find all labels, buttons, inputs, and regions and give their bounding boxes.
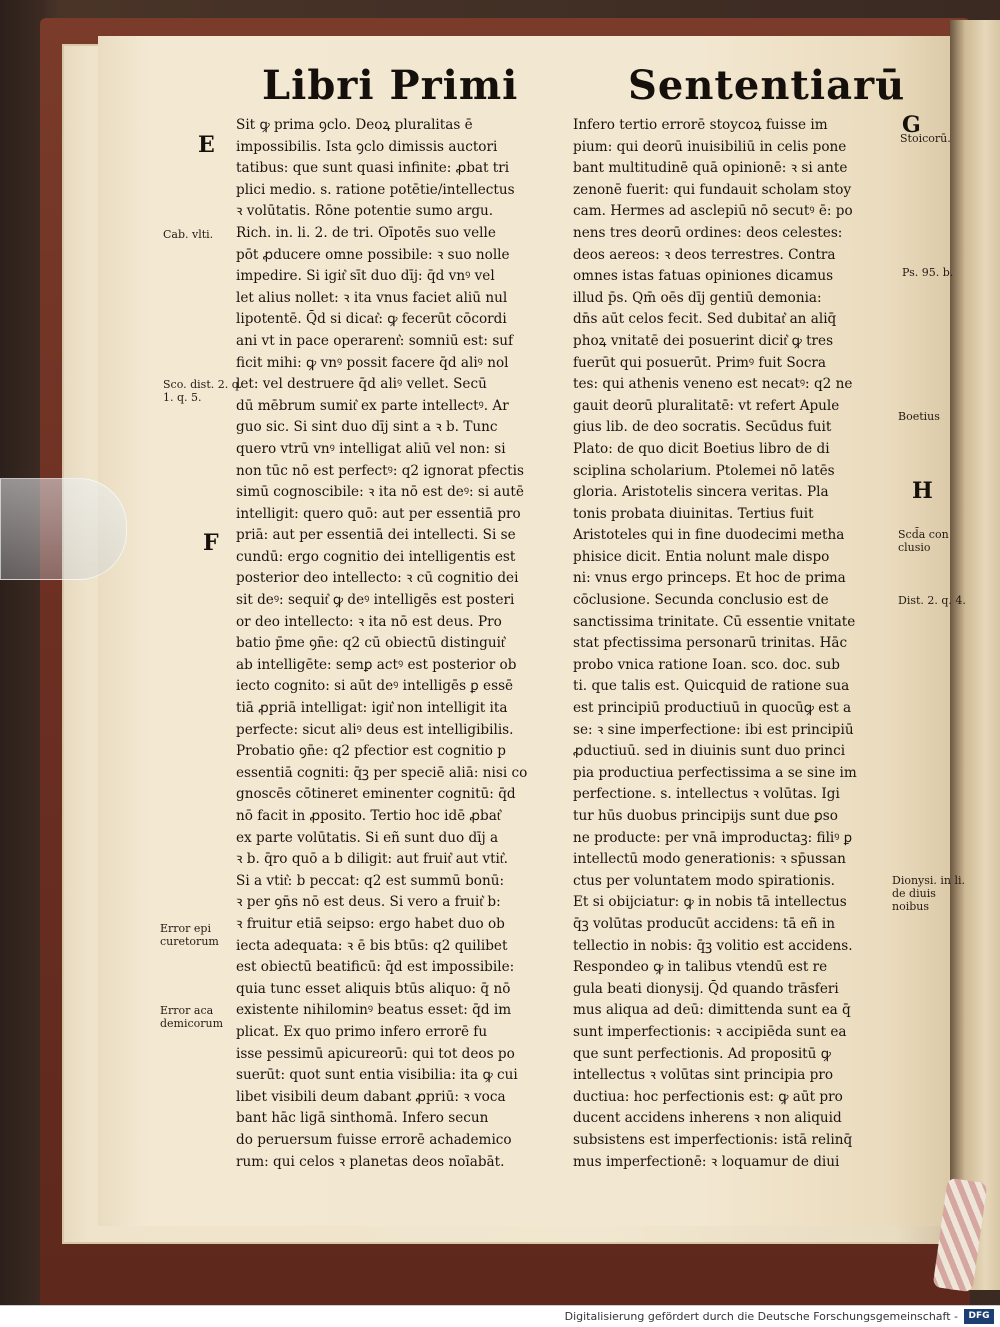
text-line: se: ꝛ sine imperfectione: ibi est principiū: [573, 721, 854, 738]
text-line: que sunt perfectionis. Ad propositū ꝙ: [573, 1045, 831, 1062]
text-line: pōt ꝓducere omne possibile: ꝛ suo nolle: [236, 246, 510, 263]
text-line: perfectione. s. intellectus ꝛ volūtas. Igi: [573, 786, 840, 803]
margin-note: Stoicorū.: [900, 132, 951, 145]
margin-note: Dionysi. in li. de diuis noibus: [892, 874, 966, 913]
text-line: sciplina scholarium. Ptolemei nō latēs: [573, 462, 835, 479]
text-line: rum: qui celos ꝛ planetas deos noīabāt.: [236, 1153, 505, 1170]
text-line: Sit ꝙ prima ꝯclo. Deoꝝ pluralitas ē: [236, 117, 473, 133]
text-line: ani vt in pace operarent͛: somniū est: suf: [236, 332, 514, 349]
margin-note: Ps. 95. b.: [902, 266, 954, 279]
text-line: sit deꝰ: sequit͛ ꝙ deꝰ intelligēs est posteri: [236, 592, 515, 609]
text-line: ꝓductiuū. sed in diuinis sunt duo princi: [573, 743, 846, 760]
text-line: ni: vnus ergo princeps. Et hoc de prima: [573, 570, 846, 587]
plastic-page-clip: [0, 478, 127, 580]
text-line: ductiua: hoc perfectionis est: ꝙ aūt pro: [573, 1088, 843, 1105]
text-line: cōclusione. Secunda conclusio est de: [573, 592, 829, 609]
text-line: batio p̄me ꝯn̄e: q2 cū obiectū distinguit͛: [236, 635, 505, 652]
text-line: do peruersum fuisse errorē achademico: [236, 1131, 512, 1148]
text-line: or deo intellecto: ꝛ ita nō est deus. Pro: [236, 613, 502, 630]
text-line: ꝛ fruitur etiā seipso: ergo habet duo ob: [236, 915, 505, 932]
text-line: let alius nollet: ꝛ ita vnus faciet aliū nul: [236, 289, 508, 306]
text-line: Et si obijciatur: ꝙ in nobis tā intellectus: [573, 894, 847, 911]
text-line: simū cognoscibile: ꝛ ita nō est deꝰ: si autē: [236, 484, 524, 501]
text-line: omnes istas fatuas opiniones dicamus: [573, 268, 834, 285]
footer-bar: [0, 1305, 1000, 1327]
section-letter: H: [912, 478, 933, 504]
text-line: tes: qui athenis veneno est necatꝰ: q2 ne: [573, 376, 853, 393]
text-line: ꝛ per ꝯn̄s nō est deus. Si vero a fruit͛ b:: [236, 894, 501, 911]
text-line: priā: aut per essentiā dei intellecti. Si se: [236, 527, 516, 544]
margin-note: Error aca demicorum: [160, 1004, 224, 1030]
margin-note: Scd̄a con clusio: [898, 528, 949, 554]
text-line: Rich. in. li. 2. de tri. Oīpotēs suo velle: [236, 224, 496, 241]
text-line: probo vnica ratione Ioan. sco. doc. sub: [573, 656, 840, 673]
text-column-right: [573, 115, 893, 1173]
footer-credit: Digitalisierung gefördert durch die Deutsche Forschungsgemeinschaft -: [564, 1310, 958, 1323]
text-line: Aristoteles qui in fine duodecimi metha: [573, 527, 845, 544]
text-line: ab intelligēte: semꝑ actꝰ est posterior ob: [236, 656, 517, 673]
text-line: posterior deo intellecto: ꝛ cū cognitio dei: [236, 570, 519, 587]
text-line: Si a vtit͛: b peccat: q2 est summū bonū:: [236, 872, 505, 889]
text-line: gauit deorū pluralitatē: vt refert Apule: [573, 397, 840, 414]
text-line: quia tunc esset aliquis btūs aliquo: q̄ nō: [236, 980, 511, 997]
text-line: ꝛ volūtatis. Rōne potentie sumo argu.: [236, 203, 494, 220]
text-line: est obiectū beatificū: q̄d est impossibile:: [236, 959, 515, 976]
text-line: Respondeo ꝙ in talibus vtendū est re: [573, 959, 828, 976]
text-line: plici medio. s. ratione potētie/intellectus: [236, 181, 515, 198]
text-line: cam. Hermes ad asclepiū nō secutꝰ ē: po: [573, 203, 853, 220]
section-letter: G: [902, 112, 921, 138]
text-line: dn̄s aūt celos fecit. Sed dubitat͛ an aliq̄: [573, 311, 837, 328]
text-line: plicat. Ex quo primo infero errorē fu: [236, 1023, 488, 1040]
margin-note: Error epi curetorum: [160, 922, 219, 948]
text-line: let: vel destruere q̄d aliꝰ vellet. Secū: [236, 376, 487, 393]
text-line: gula beati dionysij. Q̄d quando trāsferi: [573, 980, 839, 997]
text-line: quero vtrū vnꝰ intelligat aliū vel non: si: [236, 440, 506, 457]
text-line: q̄ꝫ volūtas producūt accidens: tā eñ in: [573, 915, 835, 932]
text-line: tatibus: que sunt quasi infinite: ꝓbat tri: [236, 160, 510, 177]
text-line: libet visibili deum dabant ꝓpriū: ꝛ voca: [236, 1088, 506, 1105]
text-line: existente nihilominꝰ beatus esset: q̄d im: [236, 1002, 512, 1019]
text-line: dū mēbrum sumit͛ ex parte intellectꝰ. Ar: [236, 397, 509, 414]
text-line: ne producte: per vnā improductaꝫ: filiꝰ ꝑ: [573, 829, 853, 846]
text-line: iecto cognito: si aūt deꝰ intelligēs ꝑ essē: [236, 678, 514, 695]
text-line: ctus per voluntatem modo spirationis.: [573, 872, 836, 889]
text-line: ꝛ b. q̄ro quō a b diligit: aut fruit͛ aut vtit͛.: [236, 851, 508, 868]
text-line: suerūt: quot sunt entia visibilia: ita ꝙ cui: [236, 1067, 518, 1084]
text-line: lipotentē. Q̄d si dicat͛: ꝙ fecerūt cōcordi: [236, 311, 507, 328]
text-line: perfecte: sicut aliꝰ deus est intelligibilis.: [236, 721, 514, 738]
text-line: intellectū modo generationis: ꝛ sp̄ussan: [573, 851, 846, 868]
text-line: phisice dicit. Entia nolunt male dispo: [573, 548, 830, 565]
facing-page-edge: [950, 20, 1000, 1290]
text-column-left: [236, 115, 556, 1173]
text-line: gius lib. de deo socratis. Secūdus fuit: [573, 419, 832, 436]
text-line: stat pfectissima personarū trinitas. Hāc: [573, 635, 848, 652]
text-line: tur hūs duobus principijs sunt due ꝑso: [573, 808, 838, 824]
text-line: tellectio in nobis: q̄ꝫ volitio est accidens.: [573, 937, 853, 954]
text-line: bant multitudinē quā opinionē: ꝛ si ante: [573, 160, 848, 177]
margin-note: Boetius: [898, 410, 940, 423]
text-line: intelligit: quero quō: aut per essentiā pro: [236, 505, 521, 522]
text-line: mus imperfectionē: ꝛ loquamur de diui: [573, 1153, 840, 1170]
text-line: sanctissima trinitate. Cū essentie vnitate: [573, 613, 856, 630]
text-line: nō facit in ꝓposito. Tertio hoc idē ꝓbat͛: [236, 808, 501, 824]
text-line: intellectus ꝛ volūtas sint principia pro: [573, 1067, 834, 1084]
text-line: deos aereos: ꝛ deos terrestres. Contra: [573, 246, 836, 263]
text-line: Plato: de quo dicit Boetius libro de di: [573, 440, 830, 457]
section-letter: F: [203, 530, 219, 556]
text-line: impedire. Si igit͛ sīt duo dīj: q̄d vnꝰ vel: [236, 268, 495, 285]
text-line: ducent accidens inherens ꝛ non aliquid: [573, 1110, 842, 1127]
margin-note: Sco. dist. 2. q. 1. q. 5.: [163, 378, 243, 404]
text-line: cundū: ergo cognitio dei intelligentis est: [236, 548, 516, 565]
text-line: mus aliqua ad deū: dimittenda sunt ea q̄: [573, 1002, 851, 1019]
text-line: gnoscēs cōtineret eminenter cognitū: q̄d: [236, 786, 516, 803]
section-letter: E: [198, 132, 215, 158]
text-line: ficit mihi: ꝙ vnꝰ possit facere q̄d aliꝰ nol: [236, 354, 509, 371]
text-line: tonis probata diuinitas. Tertius fuit: [573, 505, 814, 522]
text-line: isse pessimū apicureorū: qui tot deos po: [236, 1045, 515, 1062]
text-line: sunt imperfectionis: ꝛ accipiēda sunt ea: [573, 1023, 847, 1040]
text-line: Probatio ꝯn̄e: q2 pfectior est cognitio p: [236, 743, 506, 760]
text-line: subsistens est imperfectionis: istā relinq̄: [573, 1131, 853, 1148]
running-head-right: Sententiarū: [628, 62, 906, 109]
running-head-left: Libri Primi: [262, 62, 519, 109]
text-line: pium: qui deorū inuisibiliū in celis pone: [573, 138, 847, 155]
margin-note: Dist. 2. q. 4.: [898, 594, 966, 607]
text-line: essentiā cogniti: q̄ꝫ per speciē aliā: nisi co: [236, 764, 528, 781]
text-line: gloria. Aristotelis sincera veritas. Pla: [573, 484, 829, 501]
margin-note: Cab. vlti.: [163, 228, 214, 241]
dfg-logo: DFG: [964, 1309, 994, 1324]
text-line: fuerūt qui posuerūt. Primꝰ fuit Socra: [573, 354, 827, 371]
text-line: pia productiua perfectissima a se sine im: [573, 764, 857, 781]
text-line: illud p̄s. Qm̄ oēs dīj gentiū demonia:: [573, 289, 822, 306]
text-line: phoꝝ vnitatē dei posuerint dicit͛ ꝙ tres: [573, 332, 834, 349]
text-line: tiā ꝓpriā intelligat: igit͛ non intelligit ita: [236, 700, 508, 717]
text-line: Infero tertio errorē stoycoꝝ fuisse im: [573, 117, 828, 133]
text-line: ti. que talis est. Quicquid de ratione sua: [573, 678, 850, 695]
text-line: est principiū productiuū in quocūꝙ est a: [573, 700, 852, 717]
text-line: bant hāc ligā sinthomā. Infero secun: [236, 1110, 489, 1127]
text-line: nens tres deorū ordines: deos celestes:: [573, 224, 843, 241]
text-line: zenonē fuerit: qui fundauit scholam stoy: [573, 181, 852, 198]
text-line: guo sic. Si sint duo dīj sint a ꝛ b. Tunc: [236, 419, 498, 436]
text-line: non tūc nō est perfectꝰ: q2 ignorat pfectis: [236, 462, 524, 479]
text-line: iecta adequata: ꝛ ē bis btūs: q2 quilibet: [236, 937, 508, 954]
text-line: ex parte volūtatis. Si eñ sunt duo dīj a: [236, 829, 499, 846]
text-line: impossibilis. Ista ꝯclo dimissis auctori: [236, 138, 498, 155]
